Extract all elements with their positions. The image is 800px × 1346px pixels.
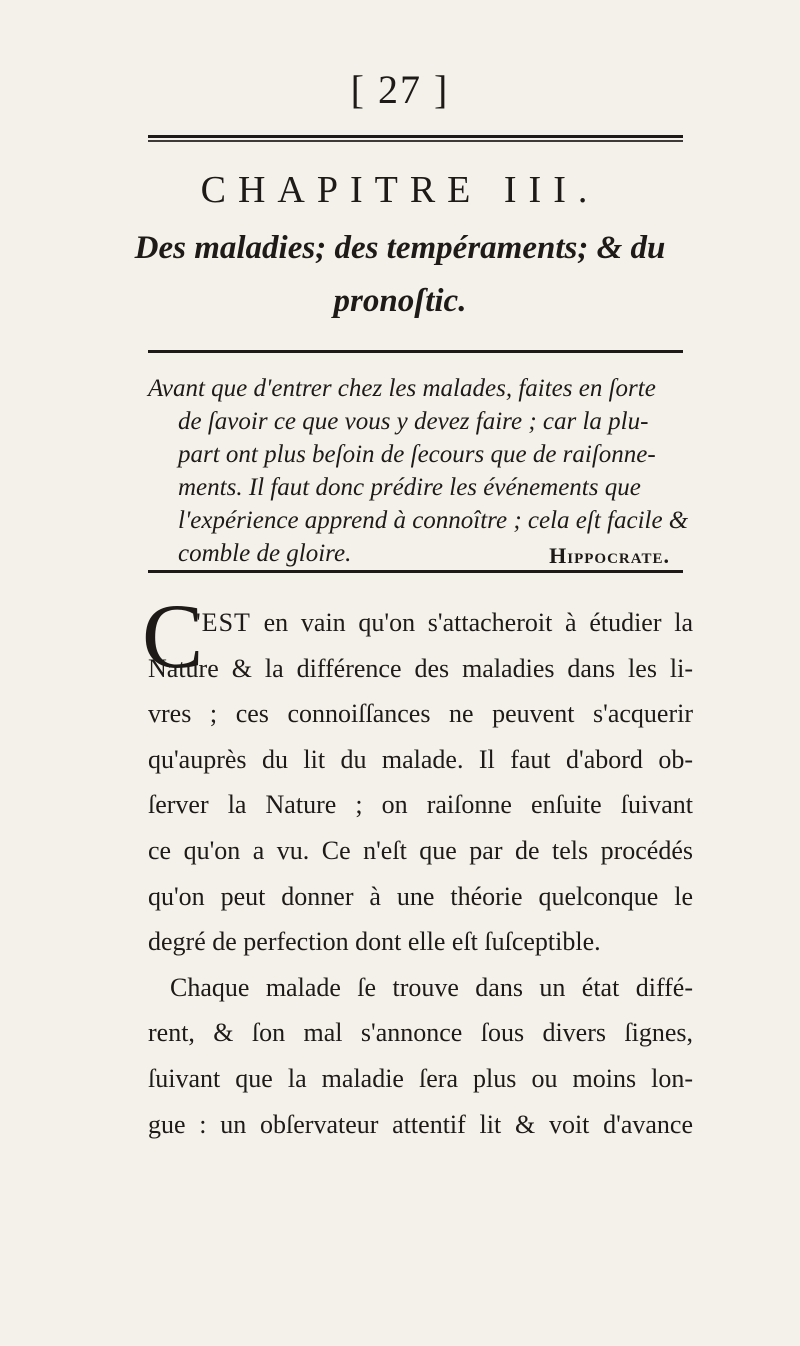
epigraph-line: comble de gloire.	[178, 540, 352, 567]
epigraph-top-rule	[148, 350, 683, 353]
epigraph	[148, 372, 688, 570]
body-line-first	[148, 600, 693, 646]
drop-capital: C	[142, 585, 204, 687]
paragraph-line: rent, & ſon mal s'annonce ſous divers ſignes,	[148, 1018, 693, 1048]
epigraph-line: part ont plus beſoin de ſecours que de raiſonne-	[178, 441, 656, 468]
body-text	[148, 600, 693, 1147]
chapter-subtitle-line-2: pronoſtic.	[333, 283, 467, 319]
opening-smallcaps: 'EST	[196, 608, 251, 637]
chapter-subtitle-line-1: Des maladies; des tempéraments; & du	[134, 230, 666, 266]
opening-line-rest: en vain qu'on s'attacheroit à étudier la	[250, 608, 693, 637]
epigraph-attribution: Hippocrate.	[549, 543, 670, 568]
body-line: ſerver la Nature ; on raiſonne enſuite ſuivant	[148, 790, 693, 820]
body-line: Nature & la différence des maladies dans les li-	[148, 653, 693, 683]
body-line: ce qu'on a vu. Ce n'eſt que par de tels procédés	[148, 835, 693, 865]
paragraph-line: ſuivant que la maladie ſera plus ou moins lon-	[148, 1063, 693, 1093]
epigraph-line: l'expérience apprend à connoître ; cela eſt facile &	[178, 507, 689, 534]
epigraph-line: de ſavoir ce que vous y devez faire ; car la plu-	[178, 408, 649, 435]
body-line: degré de perfection dont elle eſt ſuſceptible.	[148, 927, 601, 957]
epigraph-bottom-rule	[148, 570, 683, 573]
body-line: qu'on peut donner à une théorie quelconque le	[148, 881, 693, 911]
page-number: [ 27 ]	[350, 67, 450, 112]
epigraph-line: ments. Il faut donc prédire les événements que	[178, 474, 641, 501]
epigraph-line: Avant que d'entrer chez les malades, faites en ſorte	[148, 375, 656, 402]
paragraph-line: gue : un obſervateur attentif lit & voit d'avance	[148, 1109, 693, 1139]
body-line: qu'auprès du lit du malade. Il faut d'abord ob-	[148, 744, 693, 774]
body-line: vres ; ces connoiſſances ne peuvent s'acquerir	[148, 699, 693, 729]
chapter-title: CHAPITRE III.	[200, 169, 600, 211]
header-double-rule	[148, 135, 683, 142]
paragraph-line: Chaque malade ſe trouve dans un état diffé-	[170, 972, 693, 1002]
